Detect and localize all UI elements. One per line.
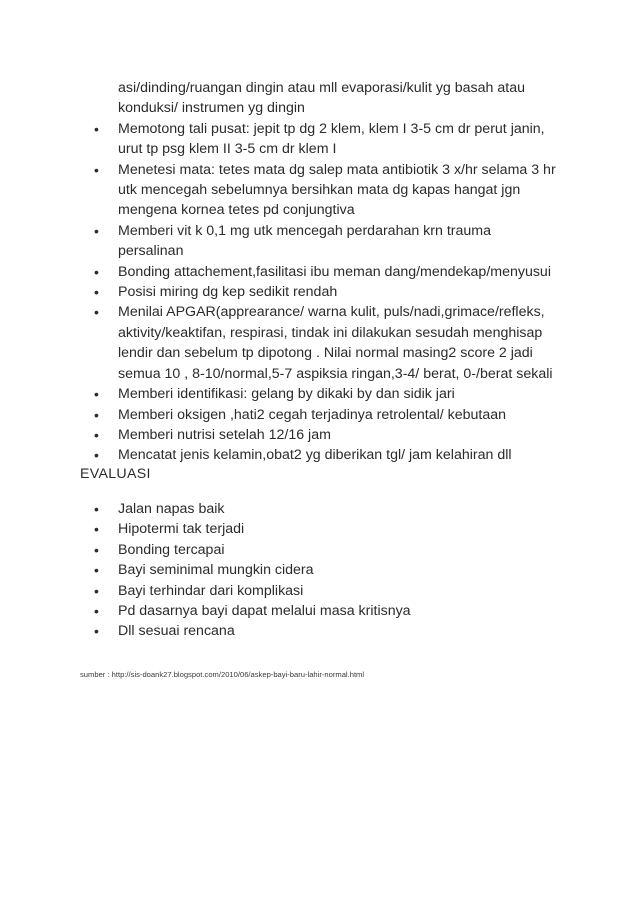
source-citation: sumber : http://sis-doank27.blogspot.com/2010/06/askep-bayi-baru-lahir-normal.html bbox=[80, 670, 365, 679]
bullet-icon: • bbox=[94, 426, 99, 443]
bullet-icon: • bbox=[94, 222, 99, 239]
bullet-icon: • bbox=[94, 603, 99, 620]
list-item-text: Hipotermi tak terjadi bbox=[118, 521, 245, 538]
list-item bbox=[94, 499, 558, 519]
list-item-text: Jalan napas baik bbox=[118, 501, 225, 517]
action-list bbox=[94, 78, 558, 466]
list-item bbox=[94, 581, 558, 601]
bullet-icon: • bbox=[94, 161, 99, 178]
list-item bbox=[94, 302, 558, 384]
continuation-line: asi/dinding/ruangan dingin atau mll evaporasi/kulit yg basah atau konduksi/ instrumen yg dingin bbox=[118, 80, 525, 117]
bullet-icon: • bbox=[94, 304, 99, 321]
list-item-text: Bayi terhindar dari komplikasi bbox=[118, 582, 304, 599]
bullet-icon: • bbox=[94, 386, 99, 403]
list-item-text: Bayi seminimal mungkin cidera bbox=[118, 562, 314, 579]
bullet-icon: • bbox=[94, 521, 99, 538]
bullet-icon: • bbox=[94, 582, 99, 599]
list-item bbox=[94, 540, 558, 560]
list-item-text: Memberi oksigen ,hati2 cegah terjadinya retrolental/ kebutaan bbox=[118, 406, 507, 423]
list-item bbox=[94, 425, 558, 445]
list-item bbox=[94, 282, 558, 302]
bullet-icon: • bbox=[94, 562, 99, 579]
bullet-icon: • bbox=[94, 447, 99, 464]
list-item bbox=[94, 384, 558, 404]
list-item bbox=[94, 621, 558, 641]
list-item bbox=[94, 160, 558, 221]
list-item-text: Bonding tercapai bbox=[118, 541, 225, 558]
bullet-icon: • bbox=[94, 623, 99, 640]
evaluation-list bbox=[94, 499, 558, 642]
list-item-text: Mencatat jenis kelamin,obat2 yg diberikan tgl/ jam kelahiran dll bbox=[118, 447, 512, 464]
list-item bbox=[94, 405, 558, 425]
list-item-text: Menilai APGAR(apprearance/ warna kulit, puls/nadi,grimace/refleks, aktivity/keaktifan, respirasi, tindak ini dilakukan sesudah menghisap lendir dan sebelum tp dipotong . Nilai normal masing2 score 2 jadi semua 10 , 8-10/normal,5-7 aspiksia ringan,3-4/ berat, 0-/berat sekali bbox=[118, 304, 553, 382]
list-item bbox=[94, 601, 558, 621]
list-item bbox=[94, 119, 558, 160]
list-item bbox=[94, 519, 558, 539]
list-item bbox=[94, 221, 558, 262]
list-item-text: Memotong tali pusat: jepit tp dg 2 klem, klem I 3-5 cm dr perut janin, urut tp psg klem II 3-5 cm dr klem I bbox=[118, 120, 545, 158]
bullet-icon: • bbox=[94, 406, 99, 423]
list-item bbox=[94, 262, 558, 282]
bullet-icon: • bbox=[94, 541, 99, 558]
bullet-icon: • bbox=[94, 501, 99, 517]
bullet-icon: • bbox=[94, 263, 99, 280]
list-item bbox=[94, 560, 558, 580]
continuation-text bbox=[118, 78, 558, 119]
list-item bbox=[94, 445, 558, 465]
list-item-text: Pd dasarnya bayi dapat melalui masa kritisnya bbox=[118, 603, 411, 620]
list-item-text: Dll sesuai rencana bbox=[118, 623, 235, 640]
list-item-text: Memberi identifikasi: gelang by dikaki by dan sidik jari bbox=[118, 386, 455, 403]
list-item-text: Menetesi mata: tetes mata dg salep mata antibiotik 3 x/hr selama 3 hr utk mencegah sebelumnya bersihkan mata dg kapas hangat jgn mengena kornea tetes pd conjungtiva bbox=[118, 161, 556, 219]
section-heading: EVALUASI bbox=[80, 466, 151, 482]
list-item-text: Posisi miring dg kep sedikit rendah bbox=[118, 284, 338, 301]
list-item-text: Memberi nutrisi setelah 12/16 jam bbox=[118, 426, 331, 443]
list-item-text: Memberi vit k 0,1 mg utk mencegah perdarahan krn trauma persalinan bbox=[118, 222, 491, 260]
bullet-icon: • bbox=[94, 120, 99, 137]
list-item-text: Bonding attachement,fasilitasi ibu meman dang/mendekap/menyusui bbox=[118, 263, 551, 280]
bullet-icon: • bbox=[94, 284, 99, 301]
